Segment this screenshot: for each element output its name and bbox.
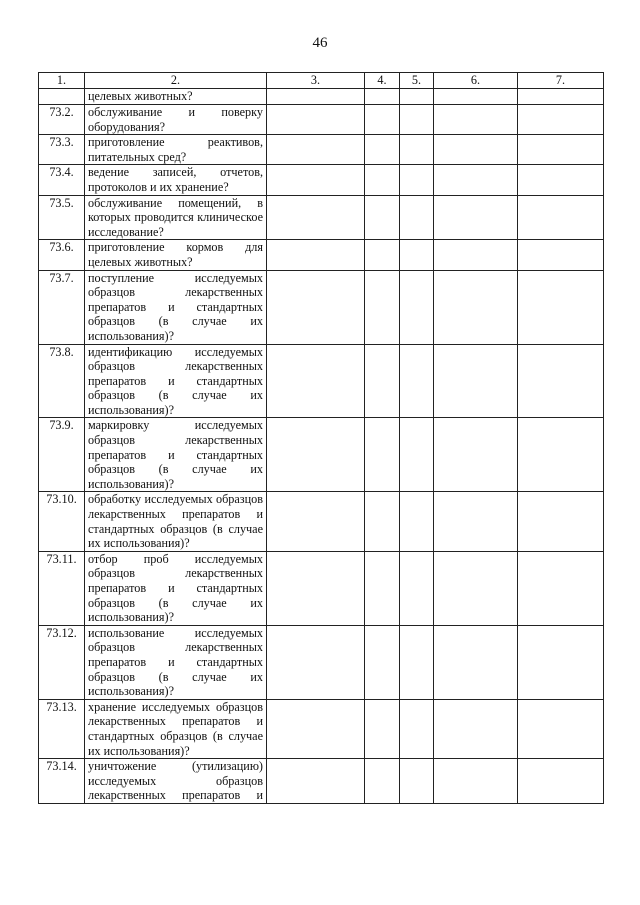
answer-cell xyxy=(518,105,604,135)
answer-cell xyxy=(518,165,604,195)
answer-cell xyxy=(518,135,604,165)
answer-cell xyxy=(267,240,365,270)
answer-cell xyxy=(434,625,518,699)
table-row xyxy=(39,135,604,165)
answer-cell xyxy=(267,105,365,135)
answer-cell xyxy=(365,240,400,270)
question-text: ведение записей, отчетов, протоколов и их хранение? xyxy=(85,165,267,195)
answer-cell xyxy=(267,551,365,625)
answer-cell xyxy=(267,699,365,758)
answer-cell xyxy=(400,699,434,758)
answer-cell xyxy=(434,551,518,625)
answer-cell xyxy=(400,625,434,699)
row-number: 73.14. xyxy=(39,759,85,804)
row-number-cell xyxy=(39,89,85,105)
answer-cell xyxy=(400,105,434,135)
answer-cell xyxy=(365,699,400,758)
table-row xyxy=(39,759,604,804)
answer-cell xyxy=(365,551,400,625)
answer-cell xyxy=(518,344,604,418)
table-row xyxy=(39,240,604,270)
answer-cell xyxy=(434,135,518,165)
question-text: поступление исследуемых образцов лекарственных препаратов и стандартных образцов (в случае их использования)? xyxy=(85,270,267,344)
answer-cell xyxy=(267,195,365,240)
question-text: обработку исследуемых образцов лекарственных препаратов и стандартных образцов (в случае их использования)? xyxy=(85,492,267,551)
answer-cell xyxy=(434,344,518,418)
answer-cell xyxy=(434,105,518,135)
row-number: 73.2. xyxy=(39,105,85,135)
column-header: 7. xyxy=(518,73,604,89)
question-text: уничтожение (утилизацию) исследуемых образцов лекарственных препаратов и xyxy=(85,759,267,804)
table-row xyxy=(39,699,604,758)
answer-cell xyxy=(518,551,604,625)
answer-cell xyxy=(400,492,434,551)
answer-cell xyxy=(267,492,365,551)
answer-cell xyxy=(267,89,365,105)
answer-cell xyxy=(365,418,400,492)
row-number: 73.12. xyxy=(39,625,85,699)
table-row xyxy=(39,492,604,551)
column-header: 5. xyxy=(400,73,434,89)
answer-cell xyxy=(267,625,365,699)
answer-cell xyxy=(518,195,604,240)
question-text: хранение исследуемых образцов лекарственных препаратов и стандартных образцов (в случае их использования)? xyxy=(85,699,267,758)
answer-cell xyxy=(365,105,400,135)
question-text: отбор проб исследуемых образцов лекарственных препаратов и стандартных образцов (в случае их использования)? xyxy=(85,551,267,625)
answer-cell xyxy=(400,418,434,492)
answer-cell xyxy=(434,492,518,551)
answer-cell xyxy=(365,344,400,418)
answer-cell xyxy=(518,240,604,270)
column-header: 4. xyxy=(365,73,400,89)
answer-cell xyxy=(518,89,604,105)
answer-cell xyxy=(400,551,434,625)
column-header: 1. xyxy=(39,73,85,89)
row-number: 73.7. xyxy=(39,270,85,344)
column-header: 6. xyxy=(434,73,518,89)
table-row xyxy=(39,270,604,344)
row-number: 73.13. xyxy=(39,699,85,758)
answer-cell xyxy=(365,625,400,699)
answer-cell xyxy=(434,195,518,240)
answer-cell xyxy=(434,270,518,344)
answer-cell xyxy=(365,492,400,551)
answer-cell xyxy=(400,240,434,270)
answer-cell xyxy=(518,699,604,758)
answer-cell xyxy=(365,270,400,344)
question-text: маркировку исследуемых образцов лекарственных препаратов и стандартных образцов (в случае их использования)? xyxy=(85,418,267,492)
row-number: 73.11. xyxy=(39,551,85,625)
question-text: идентификацию исследуемых образцов лекарственных препаратов и стандартных образцов (в случае их использования)? xyxy=(85,344,267,418)
answer-cell xyxy=(518,759,604,804)
answer-cell xyxy=(434,89,518,105)
checklist-table xyxy=(38,72,604,804)
answer-cell xyxy=(400,89,434,105)
page-number: 46 xyxy=(312,35,328,51)
answer-cell xyxy=(365,135,400,165)
row-number: 73.6. xyxy=(39,240,85,270)
answer-cell xyxy=(365,759,400,804)
question-text: обслуживание помещений, в которых проводится клиническое исследование? xyxy=(85,195,267,240)
column-header: 3. xyxy=(267,73,365,89)
answer-cell xyxy=(518,492,604,551)
table-row-continuation xyxy=(39,89,604,105)
answer-cell xyxy=(267,759,365,804)
answer-cell xyxy=(267,344,365,418)
answer-cell xyxy=(365,165,400,195)
table-row xyxy=(39,418,604,492)
row-number: 73.3. xyxy=(39,135,85,165)
answer-cell xyxy=(400,759,434,804)
answer-cell xyxy=(434,240,518,270)
answer-cell xyxy=(434,699,518,758)
answer-cell xyxy=(365,195,400,240)
table-row xyxy=(39,165,604,195)
question-text: приготовление кормов для целевых животных? xyxy=(85,240,267,270)
answer-cell xyxy=(267,418,365,492)
answer-cell xyxy=(434,418,518,492)
answer-cell xyxy=(267,135,365,165)
answer-cell xyxy=(267,270,365,344)
answer-cell xyxy=(267,165,365,195)
answer-cell xyxy=(400,344,434,418)
row-number: 73.5. xyxy=(39,195,85,240)
answer-cell xyxy=(400,195,434,240)
row-number: 73.8. xyxy=(39,344,85,418)
answer-cell xyxy=(400,270,434,344)
answer-cell xyxy=(434,165,518,195)
question-text: приготовление реактивов, питательных сред? xyxy=(85,135,267,165)
answer-cell xyxy=(400,165,434,195)
header-row xyxy=(39,73,604,89)
answer-cell xyxy=(518,270,604,344)
table-row xyxy=(39,625,604,699)
row-number: 73.4. xyxy=(39,165,85,195)
table-row xyxy=(39,195,604,240)
question-text: целевых животных? xyxy=(85,89,267,105)
answer-cell xyxy=(400,135,434,165)
question-text: обслуживание и поверку оборудования? xyxy=(85,105,267,135)
row-number: 73.10. xyxy=(39,492,85,551)
column-header: 2. xyxy=(85,73,267,89)
table-row xyxy=(39,105,604,135)
row-number: 73.9. xyxy=(39,418,85,492)
answer-cell xyxy=(434,759,518,804)
table-row xyxy=(39,344,604,418)
answer-cell xyxy=(518,625,604,699)
table-row xyxy=(39,551,604,625)
question-text: использование исследуемых образцов лекарственных препаратов и стандартных образцов (в случае их использования)? xyxy=(85,625,267,699)
answer-cell xyxy=(518,418,604,492)
answer-cell xyxy=(365,89,400,105)
